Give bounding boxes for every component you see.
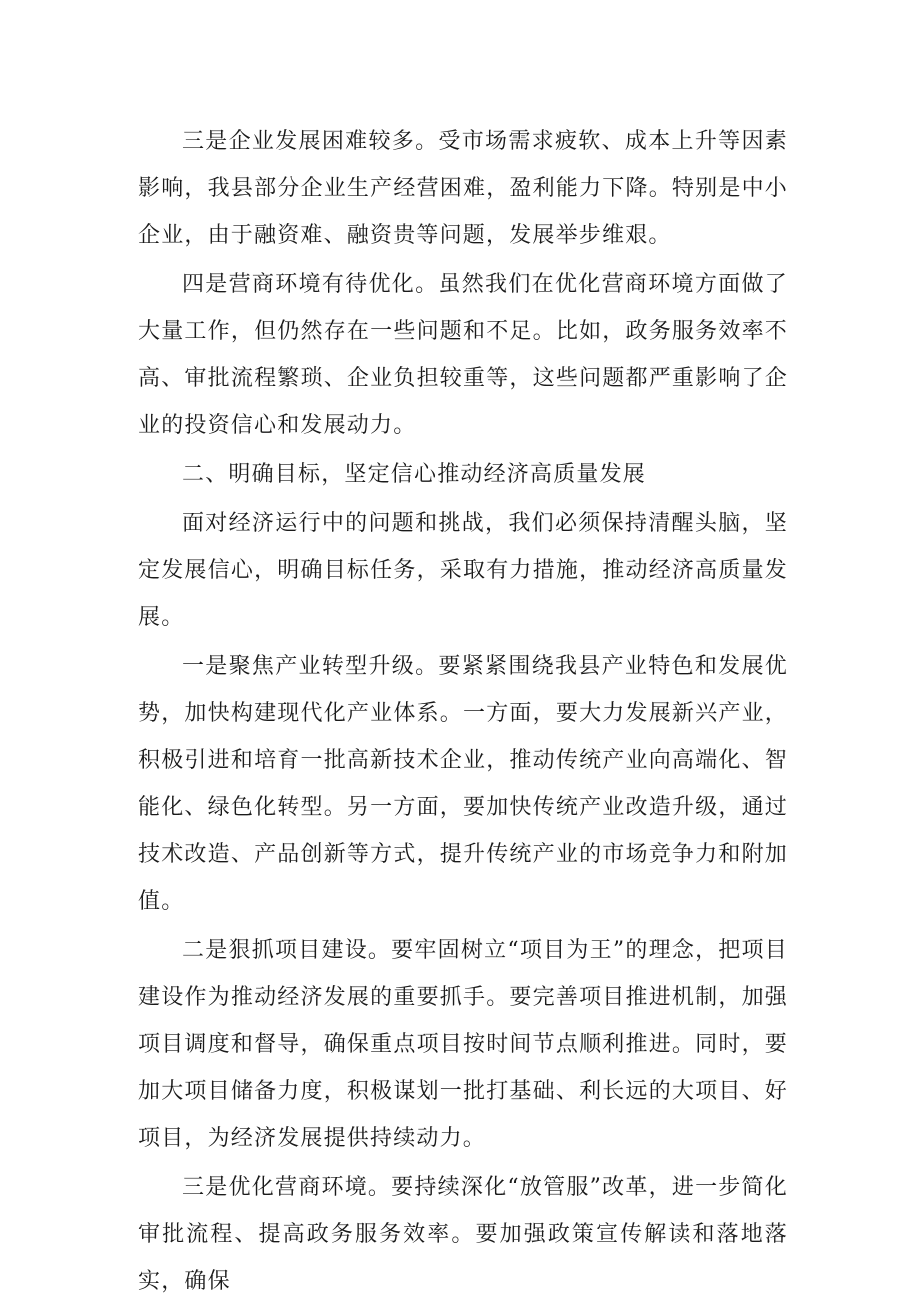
paragraph-project-construction: 二是狠抓项目建设。要牢固树立“项目为王”的理念，把项目建设作为推动经济发展的重要抓手。要完善项目推进机制，加强项目调度和督导，确保重点项目按时间节点顺利推进。同时，要加大项目储备力度，积极谋划一批打基础、利长远的大项目、好项目，为经济发展提供持续动力。 [138, 938, 788, 1151]
paragraph-optimize-environment: 三是优化营商环境。要持续深化“放管服”改革，进一步简化审批流程、提高政务服务效率。要加强政策宣传解读和落地落实，确保 [138, 1175, 788, 1294]
paragraph-business-environment: 四是营商环境有待优化。虽然我们在优化营商环境方面做了大量工作，但仍然存在一些问题和不足。比如，政务服务效率不高、审批流程繁琐、企业负担较重等，这些问题都严重影响了企业的投资信心和发展动力。 [138, 272, 788, 438]
paragraph-section-intro: 面对经济运行中的问题和挑战，我们必须保持清醒头脑，坚定发展信心，明确目标任务，采取有力措施，推动经济高质量发展。 [138, 511, 788, 630]
paragraph-enterprise-difficulties: 三是企业发展困难较多。受市场需求疲软、成本上升等因素影响，我县部分企业生产经营困难，盈利能力下降。特别是中小企业，由于融资难、融资贵等问题，发展举步维艰。 [138, 129, 788, 248]
paragraph-industry-upgrade: 一是聚焦产业转型升级。要紧紧围绕我县产业特色和发展优势，加快构建现代化产业体系。一方面，要大力发展新兴产业，积极引进和培育一批高新技术企业，推动传统产业向高端化、智能化、绿色化转型。另一方面，要加快传统产业改造升级，通过技术改造、产品创新等方式，提升传统产业的市场竞争力和附加值。 [138, 654, 788, 914]
section-heading-goals: 二、明确目标，坚定信心推动经济高质量发展 [182, 462, 647, 487]
document-body [138, 118, 788, 1305]
